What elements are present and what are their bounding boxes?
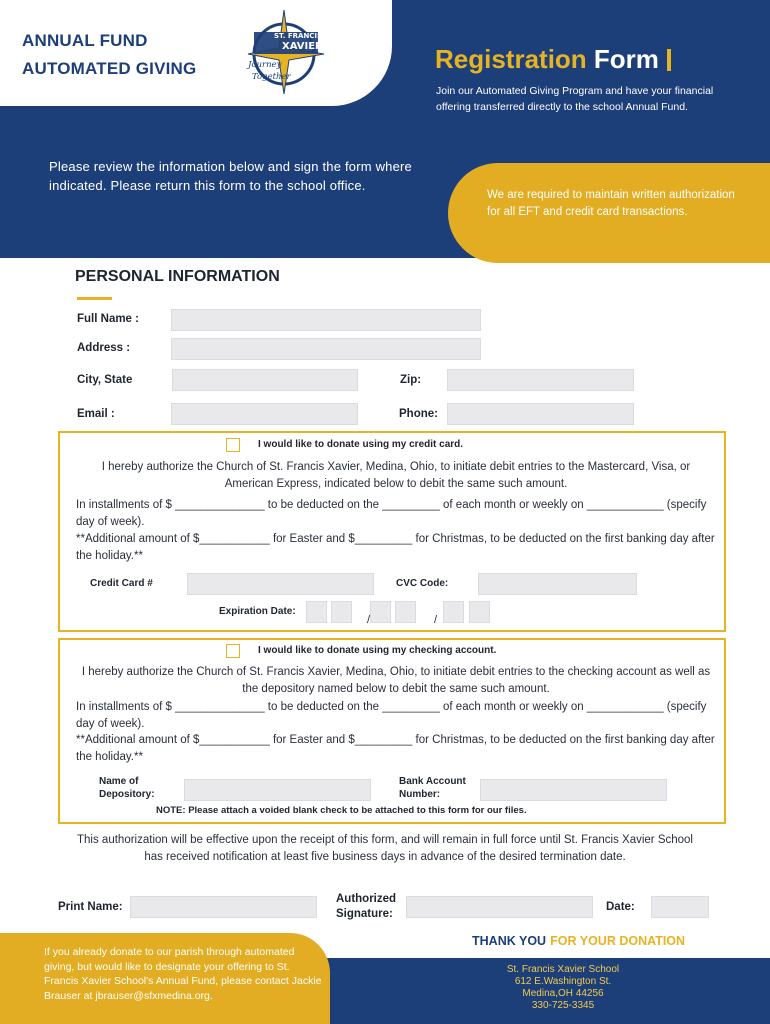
logo-st-francis: ST. FRANCIS — [274, 32, 323, 40]
checking-checkbox[interactable] — [226, 644, 240, 658]
logo-emblem-icon — [242, 8, 326, 96]
form-title-registration: Registration — [435, 44, 587, 74]
authorized-label-line2: Signature: — [336, 908, 393, 920]
review-instructions: Please review the information below and sign the form where indicated. Please return this form to the school office. — [49, 159, 412, 193]
voided-check-note: NOTE: Please attach a voided blank check to be attached to this form for our files. — [156, 805, 527, 816]
exp-day-digit-1[interactable] — [370, 601, 391, 623]
exp-month-digit-1[interactable] — [306, 601, 327, 623]
credit-authorize-text: I hereby authorize the Church of St. Francis Xavier, Medina, Ohio, to initiate debit entries to the Mastercard, Visa, or American Express, indicated below to debit the same such amount. — [101, 461, 691, 490]
form-title — [435, 44, 671, 75]
signature-field[interactable] — [406, 896, 593, 918]
date-field[interactable] — [651, 896, 709, 918]
address-line-3: Medina,OH 44256 — [522, 988, 604, 999]
phone-field[interactable] — [447, 403, 634, 425]
checking-authorize-text: I hereby authorize the Church of St. Francis Xavier, Medina, Ohio, to initiate debit entries to the checking account as well as the depository named below to debit the same such amount. — [81, 666, 711, 695]
exp-month-digit-2[interactable] — [331, 601, 352, 623]
expiration-label: Expiration Date: — [219, 606, 296, 617]
school-logo — [242, 8, 326, 96]
city-state-label: City, State — [77, 374, 133, 386]
zip-field[interactable] — [447, 369, 634, 391]
depository-name-field[interactable] — [184, 779, 371, 801]
depository-label-line2: Depository: — [99, 789, 155, 800]
thank-you-heading — [472, 934, 685, 948]
thank-you-word: THANK YOU — [472, 934, 547, 948]
cvc-field[interactable] — [478, 573, 637, 595]
exp-year-digit-2[interactable] — [469, 601, 490, 623]
date-label: Date: — [606, 901, 635, 913]
checking-installments-text: In installments of $ ______________ to be deducted on the _________ of each month or weekly on ____________ (specify day of week). — [76, 701, 707, 730]
bank-account-label-line1: Bank Account — [399, 776, 466, 787]
effective-statement: This authorization will be effective upon the receipt of this form, and will remain in full force until St. Francis Xavier School has received notification at least five business days in advance of the desired termination date. — [77, 834, 693, 863]
full-name-field[interactable] — [171, 309, 481, 331]
cvc-label: CVC Code: — [396, 578, 449, 589]
authorization-note: We are required to maintain written authorization for all EFT and credit card transactions. — [487, 189, 735, 218]
checking-checkbox-label: I would like to donate using my checking account. — [258, 645, 497, 656]
address-label: Address : — [77, 342, 131, 354]
for-your-donation-word: FOR YOUR DONATION — [550, 934, 686, 948]
credit-card-number-field[interactable] — [187, 573, 374, 595]
credit-installments-text: In installments of $ ______________ to be deducted on the _________ of each month or weekly on ____________ (specify day of week). — [76, 499, 707, 528]
address-line-1: St. Francis Xavier School — [506, 964, 620, 975]
footer-contact-text: If you already donate to our parish through automated giving, but would like to designate your offering to St. Francis Xavier School's Annual Fund, please contact Jackie Brauser at jbrauser@sfxmedina.org. — [44, 946, 322, 1002]
logo-together: Together — [252, 72, 291, 82]
credit-additional-text: **Additional amount of $___________ for Easter and $_________ for Christmas, to be deducted on the first banking day after the holiday.** — [76, 533, 715, 562]
title-automated-giving: AUTOMATED GIVING — [22, 59, 197, 78]
exp-year-digit-1[interactable] — [443, 601, 464, 623]
email-label: Email : — [77, 408, 115, 420]
bank-account-field[interactable] — [480, 779, 667, 801]
credit-card-number-label: Credit Card # — [90, 578, 153, 589]
address-line-2: 612 E.Washington St. — [514, 976, 612, 987]
authorized-label-line1: Authorized — [336, 893, 397, 905]
form-title-form: Form — [593, 44, 659, 74]
title-annual-fund: ANNUAL FUND — [22, 31, 148, 50]
credit-card-checkbox[interactable] — [226, 438, 240, 452]
logo-xavier: XAVIER — [282, 41, 323, 52]
school-address — [478, 964, 648, 1012]
exp-day-digit-2[interactable] — [395, 601, 416, 623]
title-pill — [0, 0, 392, 106]
checking-additional-text: **Additional amount of $___________ for Easter and $_________ for Christmas, to be deducted on the first banking day after the holiday.** — [76, 734, 715, 763]
section-underline — [77, 297, 112, 300]
credit-card-checkbox-label: I would like to donate using my credit card. — [258, 439, 464, 450]
section-title-personal: PERSONAL INFORMATION — [75, 268, 280, 285]
phone-label: Phone: — [399, 408, 438, 420]
exp-slash-1: / — [367, 614, 371, 626]
print-name-field[interactable] — [130, 896, 317, 918]
city-state-field[interactable] — [172, 369, 358, 391]
full-name-label: Full Name : — [77, 313, 139, 325]
address-field[interactable] — [171, 338, 481, 360]
bank-account-label-line2: Number: — [399, 789, 441, 800]
print-name-label: Print Name: — [58, 901, 123, 913]
title-accent-bar — [667, 49, 671, 71]
exp-slash-2: / — [434, 614, 438, 626]
form-subtitle: Join our Automated Giving Program and have your financial offering transferred directly to the school Annual Fund. — [436, 85, 714, 113]
depository-label-line1: Name of — [99, 776, 139, 787]
logo-journey: Journey — [248, 60, 282, 70]
address-line-4: 330-725-3345 — [531, 1000, 595, 1011]
email-field[interactable] — [171, 403, 358, 425]
zip-label: Zip: — [400, 374, 422, 386]
